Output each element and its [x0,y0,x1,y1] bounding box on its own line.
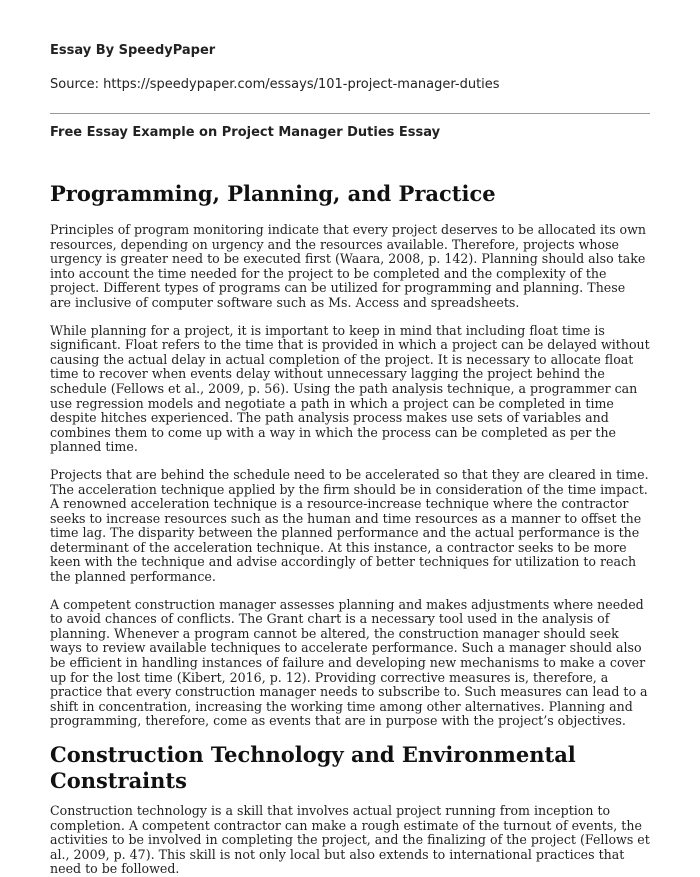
paragraph: While planning for a project, it is important to keep in mind that including float time is significant. Float refers to the time that is provided in which a project can be delayed without causing the actual delay in actual completion of the project. It is necessary to allocate float time to recover when events delay without unnecessary lagging the project behind the schedule (Fellows et al., 2009, p. 56). Using the path analysis technique, a programmer can use regression models and negotiate a path in which a project can be completed in time despite hitches experienced. The path analysis process makes use sets of variables and combines them to come up with a way in which the process can be completed as per the planned time. [50,322,650,455]
section-heading-construction: Construction Technology and Environmental Constraints [50,742,576,793]
source-line: Source: https://speedypaper.com/essays/101-project-manager-duties [50,77,500,92]
paragraph: Principles of program monitoring indicate that every project deserves to be allocated its own resources, depending on urgency and the resources available. Therefore, projects whose urgency is greater need to be executed first (Waara, 2008, p. 142). Planning should also take into account the time needed for the project to be completed and the complexity of the project. Different types of programs can be utilized for programming and planning. These are inclusive of computer software such as Ms. Access and spreadsheets. [50,222,647,310]
header-divider [50,113,650,114]
section-heading-programming: Programming, Planning, and Practice [50,181,496,206]
essay-body [50,181,650,877]
essay-title: Free Essay Example on Project Manager Duties Essay [50,125,441,140]
paragraph: Construction technology is a skill that involves actual project running from inception to completion. A competent contractor can make a rough estimate of the turnout of events, the activities to be involved in completing the project, and the finalizing of the project (Fellows et al., 2009, p. 47). This skill is not only local but also extends to international practices that need to be followed. [50,803,650,877]
paragraph: A competent construction manager assesses planning and makes adjustments where needed to avoid chances of conflicts. The Grant chart is a necessary tool used in the analysis of planning. Whenever a program cannot be altered, the construction manager should seek ways to review available techniques to accelerate performance. Such a manager should also be efficient in handling instances of failure and developing new mechanisms to make a cover up for the lost time (Kibert, 2016, p. 12). Providing corrective measures is, therefore, a practice that every construction manager needs to subscribe to. Such measures can lead to a shift in concentration, increasing the working time among other alternatives. Planning and programming, therefore, come as events that are in purpose with the project’s objectives. [50,596,648,729]
paragraph: Projects that are behind the schedule need to be accelerated so that they are cleared in time. The acceleration technique applied by the firm should be in consideration of the time impact. A renowned acceleration technique is a resource-increase technique where the contractor seeks to increase resources such as the human and time resources as a manner to offset the time lag. The disparity between the planned performance and the actual performance is the determinant of the acceleration technique. At this instance, a contractor seeks to be more keen with the technique and advise accordingly of better techniques for utilization to reach the planned performance. [50,466,649,585]
brand-title: Essay By SpeedyPaper [50,43,216,58]
page-header [50,0,650,142]
